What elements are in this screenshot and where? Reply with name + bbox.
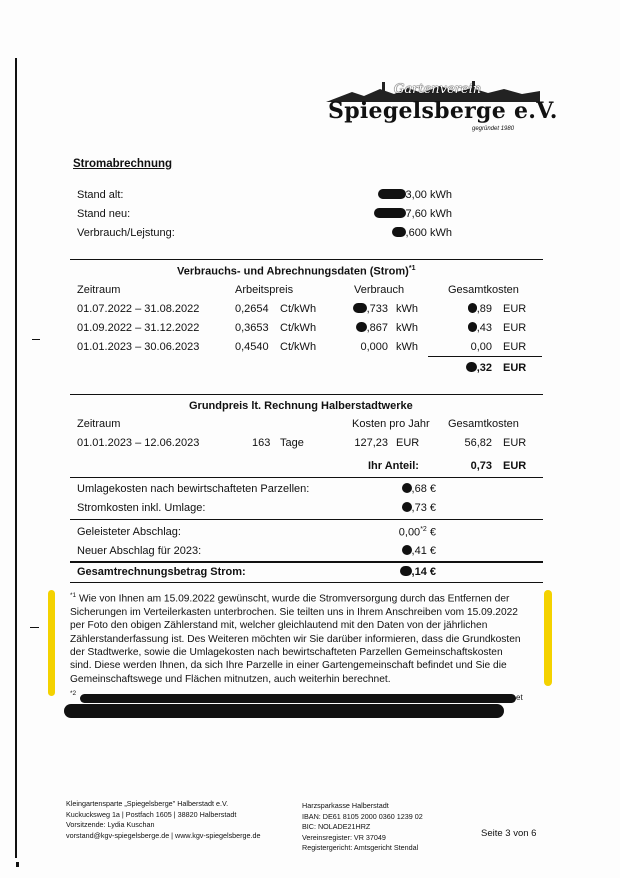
base-header-total: Gesamtkosten xyxy=(448,418,519,430)
summary-label: Stromkosten inkl. Umlage: xyxy=(77,502,206,514)
redaction-bar xyxy=(80,694,516,703)
redaction-blot xyxy=(356,322,367,332)
divider xyxy=(70,582,543,583)
meter-new-value: 7,60 kWh xyxy=(350,208,452,220)
footnote-line: der Stadtwerke, sowie die Umlagekosten nach bewirtschafteten Parzellen Gemeinschaftskosten xyxy=(70,647,503,659)
highlight-mark-left xyxy=(48,590,55,696)
usage-row-period: 01.09.2022 – 31.12.2022 xyxy=(77,322,200,334)
footnote-line: sind. Diese werden Ihnen, da sich Ihre Parzelle in einer Gartengemeinschaft befindet und Sie die xyxy=(70,660,507,672)
footnote-line: Zählerstanderfassung ist. Des Weiteren möchten wir Sie darüber informieren, dass die Grundkosten xyxy=(70,633,521,645)
share-label: Ihr Anteil: xyxy=(368,460,419,472)
footer-line: vorstand@kgv-spiegelsberge.de | www.kgv-spiegelsberge.de xyxy=(66,830,261,840)
meter-new-label: Stand neu: xyxy=(77,208,131,220)
page-number: Seite 3 von 6 xyxy=(481,828,537,839)
scan-edge-line xyxy=(15,58,17,858)
grand-total-value: ,14 € xyxy=(380,566,436,578)
footnote-2-tail: et xyxy=(516,693,523,702)
footer-line: BIC: NOLADE21HRZ xyxy=(302,822,371,832)
usage-row-usage: ,733 xyxy=(330,303,388,315)
usage-row-price: 0,2654 xyxy=(235,303,269,315)
redaction-blot xyxy=(468,303,477,313)
page-title: Stromabrechnung xyxy=(73,158,173,170)
redaction-blot xyxy=(392,227,406,237)
footer-line: Kleingartensparte „Spiegelsberge" Halberstadt e.V. xyxy=(66,799,229,808)
summary-label: Geleisteter Abschlag: xyxy=(77,526,181,538)
meter-old-value: 3,00 kWh xyxy=(350,189,452,201)
usage-row-price: 0,3653 xyxy=(235,322,269,334)
base-row-total-currency: EUR xyxy=(503,437,527,449)
usage-row-price-unit: Ct/kWh xyxy=(280,341,317,353)
footnote-line: Sicherungen im Verteilerkasten unterbrochen. Sie teilten uns in Ihrem Anschreiben vom 15.09.2022 xyxy=(70,606,518,618)
usage-header-total: Gesamtkosten xyxy=(448,284,519,296)
scan-dash xyxy=(32,339,40,340)
base-row-days-unit: Tage xyxy=(280,437,304,449)
footer-line: Kuckucksweg 1a | Postfach 1605 | 38820 Halberstadt xyxy=(66,809,237,819)
usage-row-total: ,43 xyxy=(440,322,492,334)
footnote-2-mark: *2 xyxy=(70,690,77,697)
base-row-cost-year: 127,23 xyxy=(354,437,388,449)
redaction-blot xyxy=(378,189,406,199)
share-value: 0,73 xyxy=(470,460,492,472)
base-header-period: Zeitraum xyxy=(77,418,121,430)
usage-row-total: 0,00 xyxy=(470,341,492,353)
footer-left xyxy=(66,799,261,841)
redaction-blot xyxy=(400,566,412,576)
usage-row-price-unit: Ct/kWh xyxy=(280,322,317,334)
scan-dash xyxy=(30,627,39,628)
usage-row-price: 0,4540 xyxy=(235,341,269,353)
usage-row-total: ,89 xyxy=(440,303,492,315)
summary-label: Neuer Abschlag für 2023: xyxy=(77,545,202,557)
summary-value: 0,00$^{*2}$ € xyxy=(398,526,436,539)
redaction-blot xyxy=(466,362,477,372)
usage-row-price-unit: Ct/kWh xyxy=(280,303,317,315)
usage-header-period: Zeitraum xyxy=(77,284,121,296)
base-row-cost-currency: EUR xyxy=(396,437,420,449)
footnote-line: per Foto den obigen Zählerstand mit, welcher gleichlautend mit den Daten von der jährlichen xyxy=(70,620,488,632)
scan-dot xyxy=(16,862,19,867)
club-logo xyxy=(322,80,558,138)
footnote-line: Gemeinschaftswege und Flächen mitnutzen, auch weiterhin berechnet. xyxy=(70,673,391,685)
usage-row-usage-unit: kWh xyxy=(396,322,418,334)
usage-header-usage: Verbrauch xyxy=(354,284,405,296)
meter-usage-label: Verbrauch/Lejstung: xyxy=(77,227,175,239)
footnote-1 xyxy=(70,589,544,686)
logo-top-line: Gartenverein xyxy=(394,82,482,97)
divider xyxy=(70,561,543,563)
sum-divider xyxy=(428,356,542,357)
usage-row-currency: EUR xyxy=(503,303,527,315)
base-header-cost-year: Kosten pro Jahr xyxy=(352,418,430,430)
usage-sum-currency: EUR xyxy=(503,362,527,374)
base-row-days: 163 xyxy=(252,437,271,449)
usage-row-usage: ,867 xyxy=(330,322,388,334)
divider xyxy=(70,259,543,260)
usage-row-usage: 0,000 xyxy=(360,341,388,353)
grand-total-label: Gesamtrechnungsbetrag Strom: xyxy=(77,566,246,578)
summary-value: ,73 € xyxy=(380,502,436,514)
redaction-blot xyxy=(402,502,412,512)
usage-header-price: Arbeitspreis xyxy=(235,284,294,296)
usage-row-period: 01.01.2023 – 30.06.2023 xyxy=(77,341,200,353)
redaction-blot xyxy=(402,545,412,555)
divider xyxy=(70,394,543,395)
redaction-blot xyxy=(402,483,412,493)
footer-line: Vorsitzende: Lydia Kuschan xyxy=(66,820,155,830)
summary-label: Umlagekosten nach bewirtschafteten Parzellen: xyxy=(77,483,310,495)
footer-right xyxy=(302,801,423,854)
footer-line: Registergericht: Amtsgericht Stendal xyxy=(302,843,419,853)
redaction-blot xyxy=(468,322,477,332)
footnote-mark: *1 xyxy=(70,592,77,599)
usage-row-currency: EUR xyxy=(503,322,527,334)
redaction-bar xyxy=(64,704,504,718)
footer-line: Harzsparkasse Halberstadt xyxy=(302,801,389,810)
footer-line: IBAN: DE61 8105 2000 0360 1239 02 xyxy=(302,811,423,821)
footnote-line: Wie von Ihnen am 15.09.2022 gewünscht, wurde die Stromversorgung durch das Entfernen der xyxy=(79,593,510,605)
usage-sum-value: ,32 xyxy=(440,362,492,374)
divider xyxy=(70,477,543,478)
base-section-title: Grundpreis lt. Rechnung Halberstadtwerke xyxy=(189,400,413,412)
logo-main: Spiegelsberge e.V. xyxy=(328,98,558,124)
highlight-mark-right xyxy=(544,590,552,686)
base-row-period: 01.01.2023 – 12.06.2023 xyxy=(77,437,200,449)
usage-row-usage-unit: kWh xyxy=(396,341,418,353)
usage-section-title: Verbrauchs- und Abrechnungsdaten (Strom)$^{*1}$ xyxy=(177,265,416,278)
usage-row-currency: EUR xyxy=(503,341,527,353)
meter-usage-value: ,600 kWh xyxy=(350,227,452,239)
usage-row-period: 01.07.2022 – 31.08.2022 xyxy=(77,303,200,315)
usage-row-usage-unit: kWh xyxy=(396,303,418,315)
redaction-blot xyxy=(374,208,406,218)
share-currency: EUR xyxy=(503,460,527,472)
logo-sub: gegründet 1980 xyxy=(472,126,515,132)
redaction-blot xyxy=(353,303,367,313)
meter-old-label: Stand alt: xyxy=(77,189,124,201)
base-row-total: 56,82 xyxy=(464,437,492,449)
summary-value: ,68 € xyxy=(380,483,436,495)
footer-line: Vereinsregister: VR 37049 xyxy=(302,832,386,842)
divider xyxy=(70,519,543,520)
summary-value: ,41 € xyxy=(380,545,436,557)
